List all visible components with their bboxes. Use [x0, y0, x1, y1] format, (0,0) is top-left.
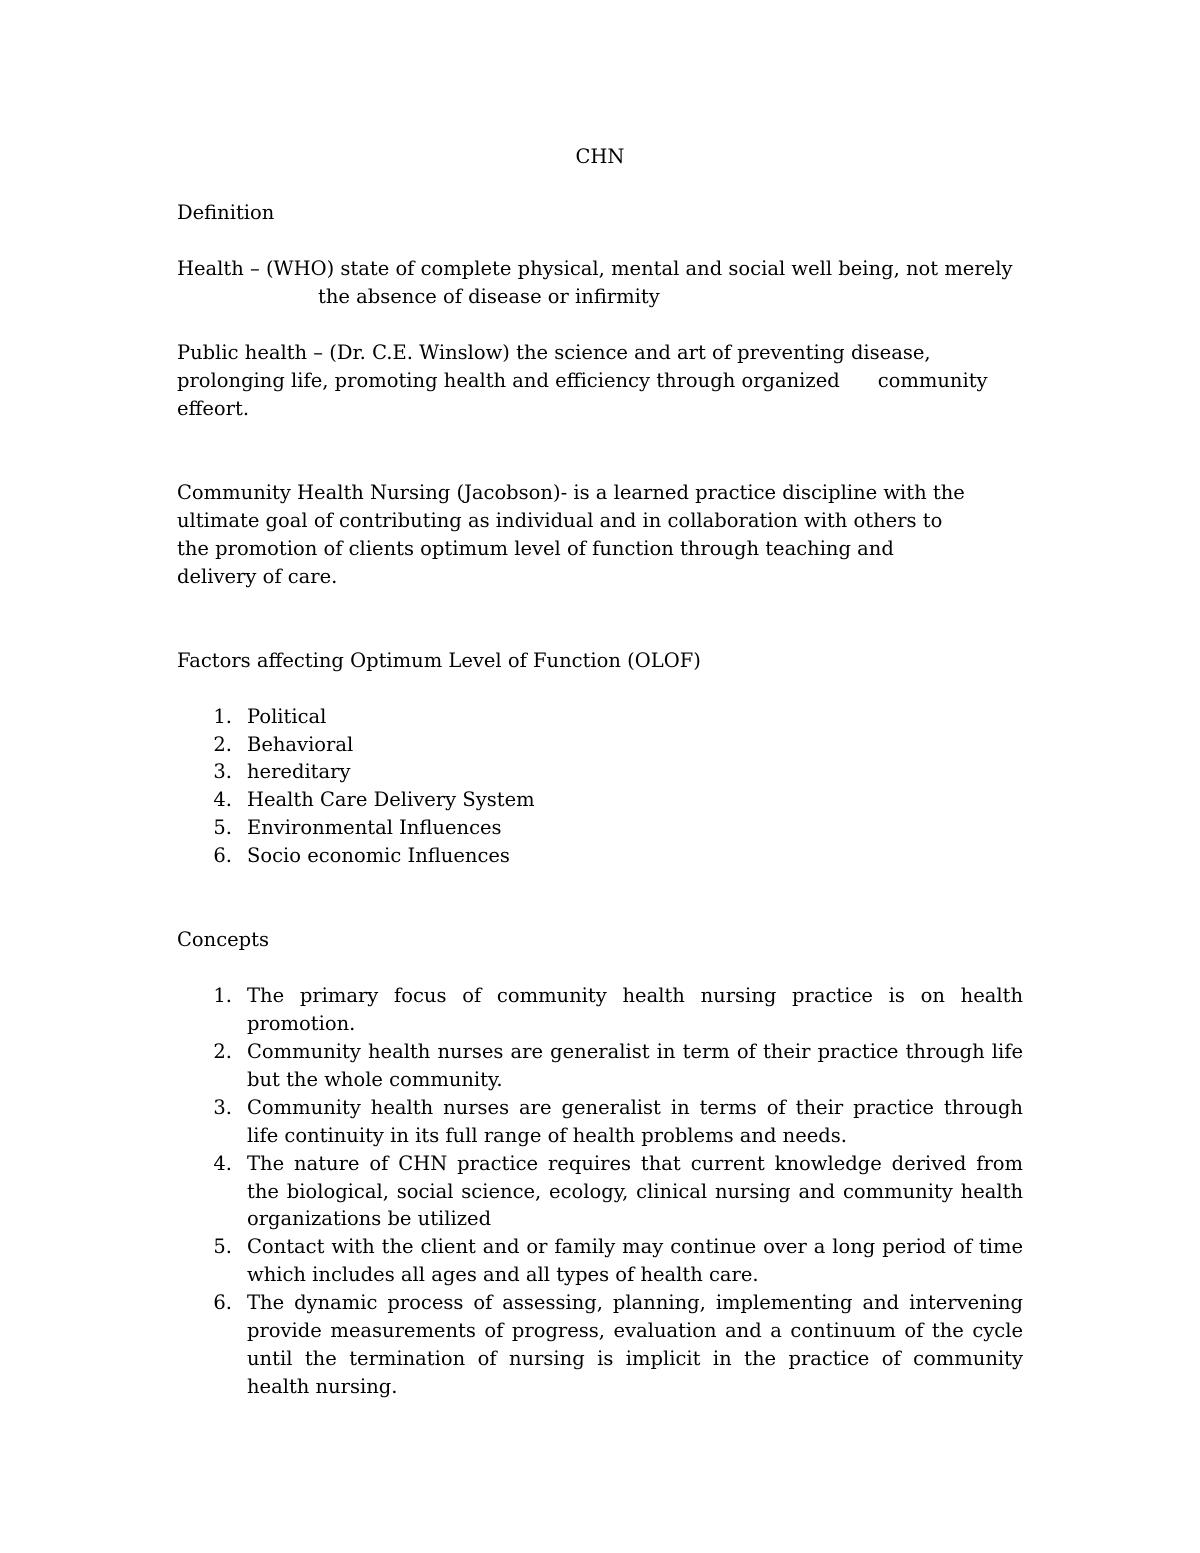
public-health-line-2a: prolonging life, promoting health and efficiency through organized: [177, 369, 840, 392]
factor-number: 5.: [213, 816, 232, 839]
concepts-heading: Concepts: [177, 928, 270, 951]
chn-definition-line-1: Community Health Nursing (Jacobson)- is a learned practice discipline with the: [177, 481, 965, 504]
public-health-line-3: effeort.: [177, 397, 250, 420]
factor-number: 4.: [213, 788, 232, 811]
factor-item: Political: [247, 705, 327, 728]
concept-line: Community health nurses are generalist in term of their practice through life: [247, 1040, 1023, 1063]
page-title: CHN: [575, 145, 625, 168]
factor-item: Socio economic Influences: [247, 844, 510, 867]
public-health-line-1: Public health – (Dr. C.E. Winslow) the science and art of preventing disease,: [177, 341, 931, 364]
concept-line: health nursing.: [247, 1375, 398, 1398]
concept-line: Contact with the client and or family may continue over a long period of time: [247, 1235, 1023, 1258]
concept-line: provide measurements of progress, evaluation and a continuum of the cycle: [247, 1319, 1023, 1342]
chn-definition-line-3: the promotion of clients optimum level of function through teaching and: [177, 537, 894, 560]
concept-line: life continuity in its full range of health problems and needs.: [247, 1124, 847, 1147]
factor-number: 1.: [213, 705, 232, 728]
concept-line: The dynamic process of assessing, planning, implementing and intervening: [247, 1291, 1023, 1314]
factor-item: hereditary: [247, 760, 351, 783]
concept-number: 2.: [213, 1040, 232, 1063]
concept-number: 1.: [213, 984, 232, 1007]
factors-heading: Factors affecting Optimum Level of Function (OLOF): [177, 649, 701, 672]
public-health-line-2b: community: [877, 369, 988, 392]
concept-line: until the termination of nursing is implicit in the practice of community: [247, 1347, 1023, 1370]
concept-line: the biological, social science, ecology, clinical nursing and community health: [247, 1180, 1023, 1203]
concept-line: but the whole community.: [247, 1068, 503, 1091]
concept-number: 3.: [213, 1096, 232, 1119]
health-definition-line-1: Health – (WHO) state of complete physical, mental and social well being, not merely: [177, 257, 1013, 280]
factor-number: 6.: [213, 844, 232, 867]
factor-item: Behavioral: [247, 733, 354, 756]
concept-line: The nature of CHN practice requires that current knowledge derived from: [247, 1152, 1023, 1175]
concept-number: 4.: [213, 1152, 232, 1175]
chn-definition-line-2: ultimate goal of contributing as individual and in collaboration with others to: [177, 509, 943, 532]
health-definition-line-2: the absence of disease or infirmity: [318, 285, 660, 308]
factor-number: 2.: [213, 733, 232, 756]
factor-item: Health Care Delivery System: [247, 788, 535, 811]
concept-line: organizations be utilized: [247, 1207, 492, 1230]
public-health-line-2: [177, 367, 988, 395]
concept-number: 6.: [213, 1291, 232, 1314]
concept-line: Community health nurses are generalist in terms of their practice through: [247, 1096, 1023, 1119]
definition-heading: Definition: [177, 201, 275, 224]
factor-number: 3.: [213, 760, 232, 783]
concept-line: which includes all ages and all types of health care.: [247, 1263, 759, 1286]
chn-definition-line-4: delivery of care.: [177, 565, 338, 588]
concept-number: 5.: [213, 1235, 232, 1258]
factor-item: Environmental Influences: [247, 816, 502, 839]
concept-line: promotion.: [247, 1012, 356, 1035]
concept-line: The primary focus of community health nursing practice is on health: [247, 984, 1023, 1007]
